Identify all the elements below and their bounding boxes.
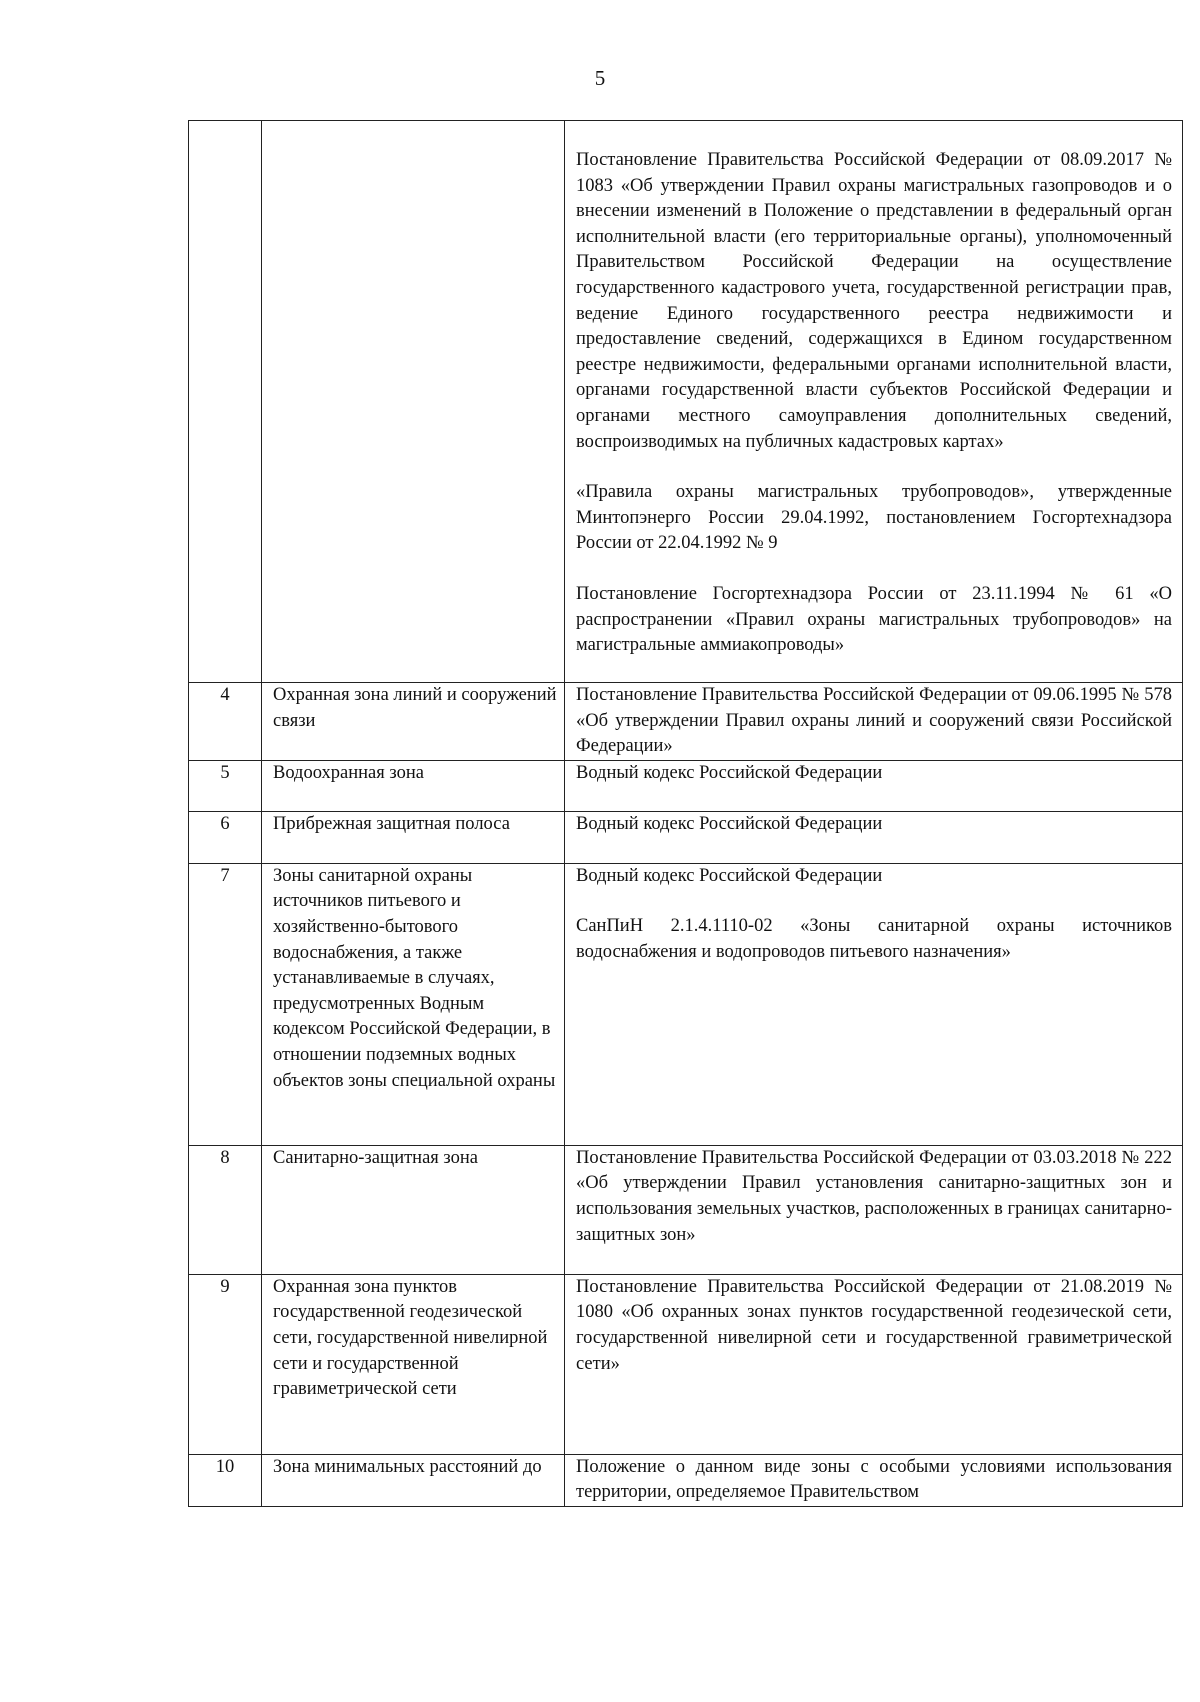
legal-basis-cell bbox=[565, 863, 1183, 1145]
row-number-cell: 7 bbox=[189, 863, 262, 1145]
zone-name-cell: Санитарно-защитная зона bbox=[262, 1145, 565, 1274]
legal-basis-paragraph: Постановление Правительства Российской Федерации от 09.06.1995 № 578 «Об утверждении Правил охраны линий и сооружений связи Российской Федерации» bbox=[576, 685, 1172, 757]
row-number-cell: 4 bbox=[189, 683, 262, 761]
legal-basis-paragraph: Постановление Правительства Российской Федерации от 08.09.2017 № 1083 «Об утверждении Правил охраны магистральных газопроводов и о внесении изменений в Положение о представлении в федеральный орган исполнительной власти (его территориальные органы), уполномоченный Правительством Российской Федерации на осуществление государственного кадастрового учета, государственной регистрации прав, ведение Единого государственного реестра недвижимости и предоставление сведений, содержащихся в Едином государственном реестре недвижимости, федеральными органами исполнительной власти, органами государственной власти субъектов Российской Федерации и органами местного самоуправления дополнительных сведений, воспроизводимых на публичных кадастровых картах» bbox=[576, 150, 1172, 452]
table-row bbox=[189, 1145, 1183, 1274]
legal-basis-paragraph: Постановление Госгортехнадзора России от 23.11.1994 № 61 «О распространении «Правил охраны магистральных трубопроводов» на магистральные аммиакопроводы» bbox=[576, 583, 1172, 656]
table-row bbox=[189, 1454, 1183, 1506]
zones-table bbox=[188, 120, 1183, 1507]
row-number-cell: 8 bbox=[189, 1145, 262, 1274]
legal-basis-paragraph: Водный кодекс Российской Федерации bbox=[576, 762, 883, 783]
legal-basis-paragraph: СанПиН 2.1.4.1110-02 «Зоны санитарной охраны источников водоснабжения и водопроводов питьевого назначения» bbox=[576, 916, 1172, 962]
table-row bbox=[189, 683, 1183, 761]
legal-basis-paragraph: Постановление Правительства Российской Федерации от 21.08.2019 № 1080 «Об охранных зонах пунктов государственной геодезической сети, государственной нивелирной сети и государственной гравиметрической сети» bbox=[576, 1276, 1172, 1374]
legal-basis-paragraph: «Правила охраны магистральных трубопроводов», утвержденные Минтопэнерго России 29.04.1992, постановлением Госгортехнадзора России от 22.04.1992 № 9 bbox=[576, 482, 1172, 554]
zone-name-cell: Прибрежная защитная полоса bbox=[262, 811, 565, 863]
row-number-cell bbox=[189, 121, 262, 683]
table-row bbox=[189, 760, 1183, 811]
legal-basis-paragraph: Водный кодекс Российской Федерации bbox=[576, 813, 883, 834]
legal-basis-cell bbox=[565, 1274, 1183, 1454]
table-row bbox=[189, 121, 1183, 683]
legal-basis-paragraph: Положение о данном виде зоны с особыми условиями использования территории, определяемое Правительством bbox=[576, 1456, 1172, 1503]
page-number: 5 bbox=[594, 66, 606, 90]
zone-name-cell: Охранная зона линий и сооружений связи bbox=[262, 683, 565, 761]
row-number-cell: 10 bbox=[189, 1454, 262, 1506]
zone-name-cell: Охранная зона пунктов государственной геодезической сети, государственной нивелирной сети и государственной гравиметрической сети bbox=[262, 1274, 565, 1454]
zone-name-cell: Зоны санитарной охраны источников питьевого и хозяйственно-бытового водоснабжения, а также устанавливаемые в случаях, предусмотренных Водным кодексом Российской Федерации, в отношении подземных водных объектов зоны специальной охраны bbox=[262, 863, 565, 1145]
zone-name-cell bbox=[262, 121, 565, 683]
table-row bbox=[189, 811, 1183, 863]
legal-basis-cell bbox=[565, 1454, 1183, 1506]
zone-name-cell: Водоохранная зона bbox=[262, 760, 565, 811]
table-row bbox=[189, 1274, 1183, 1454]
legal-basis-paragraph: Водный кодекс Российской Федерации bbox=[576, 865, 883, 886]
zone-name-cell: Зона минимальных расстояний до bbox=[262, 1454, 565, 1506]
legal-basis-paragraph: Постановление Правительства Российской Федерации от 03.03.2018 № 222 «Об утверждении Правил установления санитарно-защитных зон и использования земельных участков, расположенных в границах санитарно-защитных зон» bbox=[576, 1147, 1172, 1245]
legal-basis-cell bbox=[565, 1145, 1183, 1274]
legal-basis-cell bbox=[565, 121, 1183, 683]
table-row bbox=[189, 863, 1183, 1145]
legal-basis-cell bbox=[565, 683, 1183, 761]
row-number-cell: 9 bbox=[189, 1274, 262, 1454]
row-number-cell: 6 bbox=[189, 811, 262, 863]
legal-basis-cell bbox=[565, 811, 1183, 863]
row-number-cell: 5 bbox=[189, 760, 262, 811]
legal-basis-cell bbox=[565, 760, 1183, 811]
